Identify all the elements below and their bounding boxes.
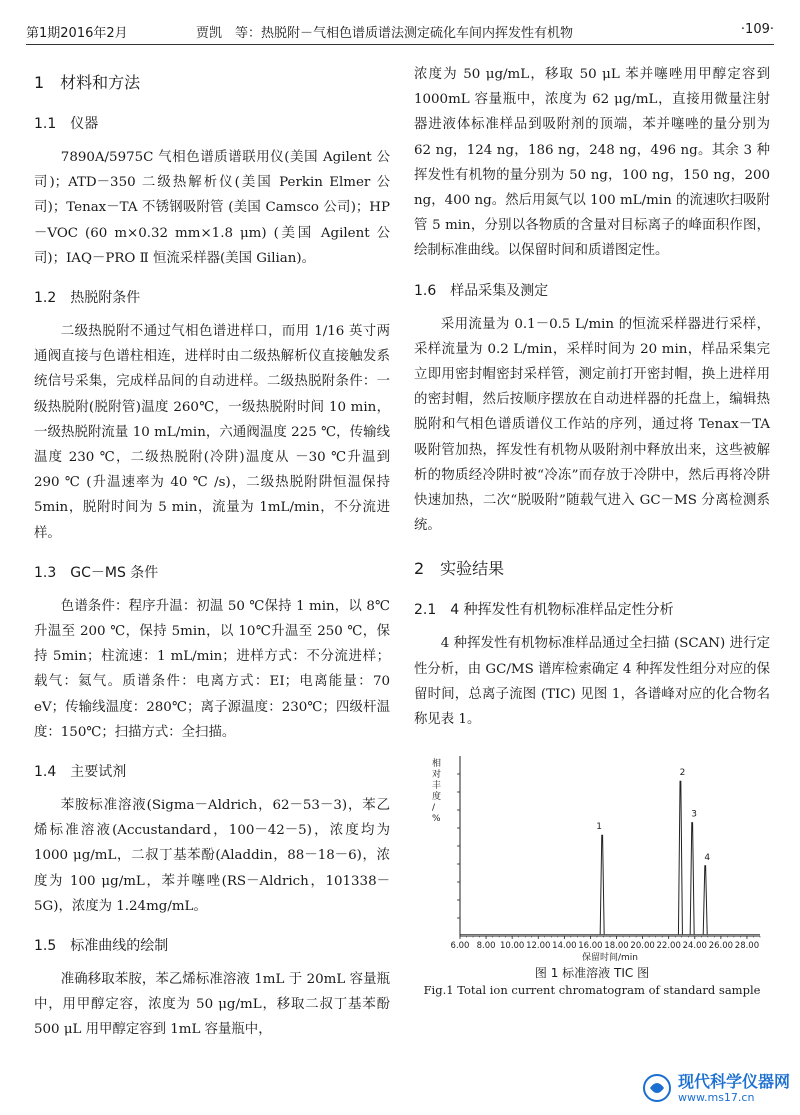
peak-2 (678, 781, 682, 934)
running-header (26, 18, 774, 44)
paragraph: 二级热脱附不通过气相色谱进样口，而用 1/16 英寸两通阀直接与色谱柱相连，进样时由二级热解析仪直接触发系统信号采集，完成样品间的自动进样。二级热脱附条件：一级热脱附(脱附管)温度 260℃，一级热脱附时间 10 min，一级热脱附流量 10 mL/min，六通阀温度 225 ℃，传输线温度 230 ℃，二级热脱附(冷阱)温度从 －30 ℃升温到 290 ℃ (升温速率为 40 ℃ /s)，二级热脱附阱恒温保持 5min，脱附时间为 5 min，流量为 1mL/min，不分流进样。 (34, 324, 390, 541)
x-tick-label: 8.00 (476, 941, 496, 952)
peak-label-1: 1 (596, 822, 603, 833)
left-column (34, 62, 390, 1043)
x-tick-label: 20.00 (630, 941, 655, 952)
subsection-heading: 1.2 热脱附条件 (34, 290, 141, 307)
paragraph: 准确移取苯胺，苯乙烯标准溶液 1mL 于 20mL 容量瓶中，用甲醇定容，浓度为 50 μg/mL，移取二叔丁基苯酚 500 μL 用甲醇定容到 1mL 容量瓶中， (34, 972, 390, 1038)
x-tick-label: 18.00 (604, 941, 629, 952)
article-title-header: 贾凯 等：热脱附－气相色谱质谱法测定硫化车间内挥发性有机物 (196, 26, 574, 41)
x-tick-label: 6.00 (450, 941, 470, 952)
paragraph: 色谱条件：程序升温：初温 50 ℃保持 1 min，以 8℃升温至 200 ℃，保持 5min，以 10℃升温至 250 ℃，保持 5min；柱流速：1 mL/min；进样方式：不分流进样；载气：氦气。质谱条件：电离方式：EI；电离能量：70 eV；传输线温度：280℃；离子源温度：230℃；四级杆温度：150℃；扫描方式：全扫描。 (34, 598, 390, 740)
site-watermark (642, 1069, 792, 1109)
y-axis-label: 相对丰度/ % (432, 759, 442, 825)
watermark-url: www.ms17.cn (678, 1091, 755, 1104)
page-number: ·109· (740, 22, 774, 37)
section-heading: 1 材料和方法 (34, 73, 141, 92)
figure-caption-en: Fig.1 Total ion current chromatogram of standard sample (423, 983, 761, 998)
peak-4 (703, 866, 707, 935)
x-tick-label: 16.00 (578, 941, 603, 952)
x-tick-label: 14.00 (552, 941, 577, 952)
header-rule (26, 44, 774, 45)
paragraph: 4 种挥发性有机物标准样品通过全扫描 (SCAN) 进行定性分析，由 GC/MS 谱库检索确定 4 种挥发性组分对应的保留时间，总离子流图 (TIC) 见图 1，各谱峰对应的化合物名称见表 1。 (414, 636, 770, 728)
paragraph: 采用流量为 0.1－0.5 L/min 的恒流采样器进行采样，采样流量为 0.2 L/min，采样时间为 20 min，样品采集完立即用密封帽密封采样管，测定前打开密封帽，换上进样用的密封帽，然后按顺序摆放在自动进样器的托盘上，编辑热脱附和气相色谱质谱仪工作站的序列，通过将 Tenax－TA 吸附管加热，挥发性有机物从吸附剂中释放出来，这些被解析的物质经冷阱时被“冷冻”而存放于冷阱中，然后再将冷阱快速加热，二次“脱吸附”随载气进入 GC－MS 分离检测系统。 (414, 316, 770, 534)
paragraph: 7890A/5975C 气相色谱质谱联用仪(美国 Agilent 公司)；ATD－350 二级热解析仪(美国 Perkin Elmer 公司)；Tenax－TA 不锈钢吸附管 (美国 Camsco 公司)；HP－VOC (60 m×0.32 mm×1.8 μm) (美国 Agilent 公司)；IAQ－PRO Ⅱ 恒流采样器(美国 Gilian)。 (34, 150, 390, 266)
x-axis-label: 保留时间/min (581, 953, 639, 963)
peak-3 (690, 823, 694, 935)
peak-label-4: 4 (704, 853, 711, 864)
subsection-heading: 2.1 4 种挥发性有机物标准样品定性分析 (414, 602, 674, 619)
x-tick-label: 22.00 (656, 941, 681, 952)
subsection-heading: 1.5 标准曲线的绘制 (34, 938, 169, 955)
x-tick-label: 28.00 (734, 941, 760, 952)
x-tick-label: 12.00 (526, 941, 551, 952)
subsection-heading: 1.3 GC－MS 条件 (34, 564, 159, 581)
peak-label-3: 3 (691, 809, 698, 820)
issue-info: 第1期2016年2月 (26, 26, 128, 41)
paragraph: 苯胺标准溶液(Sigma－Aldrich，62－53－3)，苯乙烯标准溶液(Accustandard，100－42－5)，浓度均为 1000 μg/mL，二叔丁基苯酚(Aladdin，88－18－6)，浓度为 100 μg/mL，苯并噻唑(RS－Aldrich，101338－5G)，浓度为 1.24mg/mL。 (34, 798, 390, 914)
x-tick-label: 10.00 (500, 941, 525, 952)
watermark-logo-icon (642, 1073, 672, 1103)
peak-label-2: 2 (679, 768, 686, 779)
subsection-heading: 1.4 主要试剂 (34, 764, 127, 781)
figure-1 (414, 746, 770, 997)
figure-caption-cn: 图 1 标准溶液 TIC 图 (534, 966, 650, 981)
x-tick-label: 24.00 (682, 941, 707, 952)
right-column (414, 62, 770, 997)
subsection-heading: 1.6 样品采集及测定 (414, 282, 549, 299)
paragraph: 浓度为 50 μg/mL，移取 50 μL 苯并噻唑用甲醇定容到 1000mL 容量瓶中，浓度为 62 μg/mL，直接用微量注射器进液体标准样品到吸附剂的顶端，苯并噻唑的量分别为 62 ng，124 ng，186 ng，248 ng，496 ng。其余 3 种挥发性有机物的量分别为 50 ng，100 ng，150 ng，200 ng，400 ng。然后用氮气以 100 mL/min 的流速吹扫吸附管 5 min，分别以各物质的含量对目标离子的峰面积作图，绘制标准曲线。以保留时间和质谱图定性。 (414, 67, 770, 259)
tic-chromatogram (414, 746, 770, 962)
subsection-heading: 1.1 仪器 (34, 116, 99, 132)
peak-1 (600, 835, 604, 934)
section-heading: 2 实验结果 (414, 559, 505, 579)
watermark-title: 现代科学仪器网 (678, 1072, 791, 1091)
x-tick-label: 26.00 (708, 941, 734, 952)
